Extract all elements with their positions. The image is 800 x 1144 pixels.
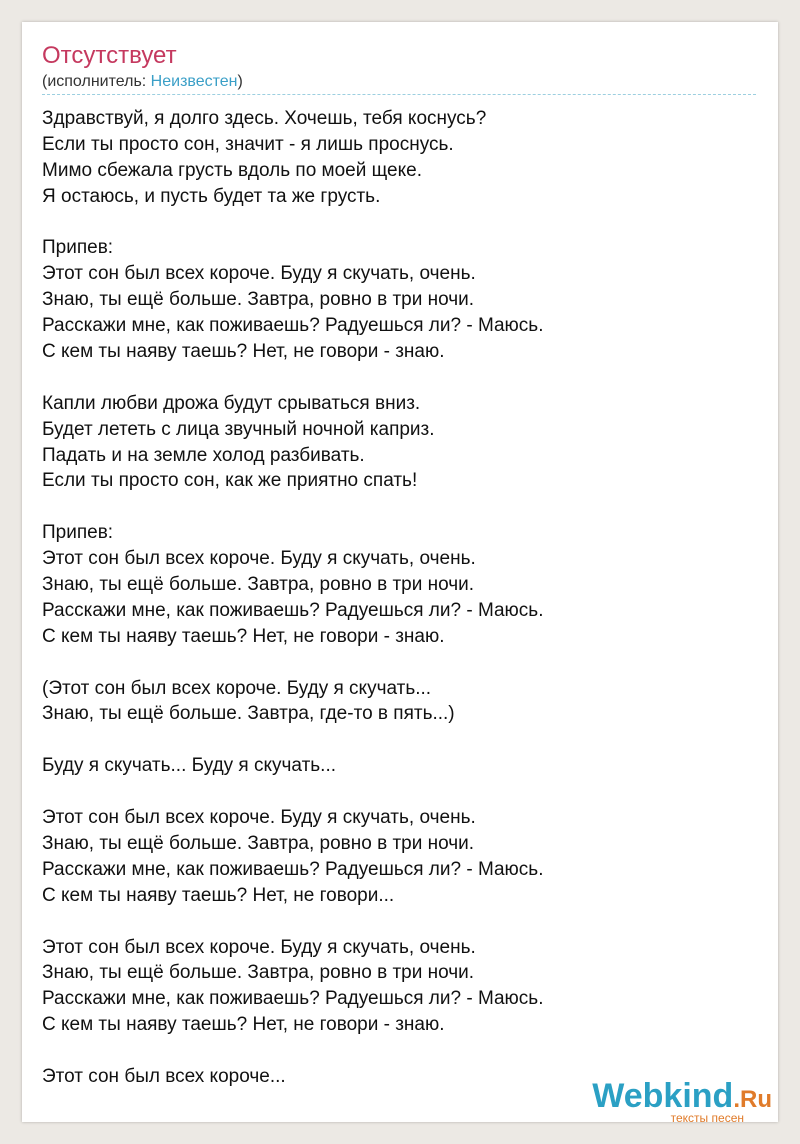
lyric-line: Падать и на земле холод разбивать.: [42, 444, 365, 466]
webkind-logo[interactable]: [572, 1076, 772, 1125]
lyric-line: Этот сон был всех короче. Буду я скучать, очень.: [42, 807, 476, 829]
artist-link[interactable]: Неизвестен: [150, 73, 238, 90]
artist-prefix: (исполнитель:: [42, 73, 151, 90]
lyric-line: Расскажи мне, как поживаешь? Радуешься ли? - Маюсь.: [42, 599, 544, 621]
lyric-line: Я остаюсь, и пусть будет та же грусть.: [42, 185, 381, 207]
lyric-line: Этот сон был всех короче...: [42, 1065, 286, 1087]
lyric-line: Если ты просто сон, значит - я лишь проснусь.: [42, 133, 454, 155]
lyric-line: Знаю, ты ещё больше. Завтра, где-то в пять...): [42, 703, 455, 725]
lyric-line: [42, 909, 544, 935]
artist-suffix: ): [237, 73, 243, 90]
lyric-line: Припев:: [42, 237, 114, 259]
lyric-line: Будет лететь с лица звучный ночной каприз.: [42, 418, 435, 440]
lyric-line: Мимо сбежала грусть вдоль по моей щеке.: [42, 159, 422, 181]
lyric-line: С кем ты наяву таешь? Нет, не говори - знаю.: [42, 341, 445, 363]
artist-line: [42, 72, 243, 92]
lyric-line: Знаю, ты ещё больше. Завтра, ровно в три ночи.: [42, 574, 475, 596]
logo-word: Webkind: [592, 1077, 734, 1115]
lyric-line: [42, 365, 544, 391]
lyric-line: Расскажи мне, как поживаешь? Радуешься ли? - Маюсь.: [42, 858, 544, 880]
lyric-line: С кем ты наяву таешь? Нет, не говори - знаю.: [42, 1014, 445, 1036]
lyric-line: Если ты просто сон, как же приятно спать!: [42, 470, 418, 492]
song-title: Отсутствует: [42, 42, 177, 69]
lyric-line: Припев:: [42, 522, 114, 544]
lyric-line: Здравствуй, я долго здесь. Хочешь, тебя коснусь?: [42, 108, 487, 129]
lyrics-text: [42, 106, 544, 1090]
lyric-line: Расскажи мне, как поживаешь? Радуешься ли? - Маюсь.: [42, 988, 544, 1010]
logo-suffix: .Ru: [733, 1086, 772, 1113]
lyric-line: [42, 779, 544, 805]
logo-tagline: тексты песен: [670, 1111, 744, 1125]
lyric-line: Знаю, ты ещё больше. Завтра, ровно в три ночи.: [42, 832, 475, 854]
lyric-line: Знаю, ты ещё больше. Завтра, ровно в три ночи.: [42, 289, 475, 311]
lyric-line: Буду я скучать... Буду я скучать...: [42, 755, 337, 777]
lyric-line: [42, 210, 544, 236]
lyric-line: [42, 1038, 544, 1064]
lyric-line: Знаю, ты ещё больше. Завтра, ровно в три ночи.: [42, 962, 475, 984]
lyric-line: Этот сон был всех короче. Буду я скучать, очень.: [42, 263, 476, 285]
lyrics-sheet: [22, 22, 778, 1125]
lyric-line: (Этот сон был всех короче. Буду я скучать...: [42, 677, 432, 699]
lyric-line: Капли любви дрожа будут срываться вниз.: [42, 392, 421, 414]
lyric-line: [42, 727, 544, 753]
divider: [42, 94, 756, 95]
lyric-line: [42, 650, 544, 676]
lyric-line: [42, 494, 544, 520]
lyric-line: С кем ты наяву таешь? Нет, не говори...: [42, 884, 395, 906]
lyric-line: Этот сон был всех короче. Буду я скучать, очень.: [42, 936, 476, 958]
lyric-line: С кем ты наяву таешь? Нет, не говори - знаю.: [42, 625, 445, 647]
lyric-line: Расскажи мне, как поживаешь? Радуешься ли? - Маюсь.: [42, 315, 544, 337]
lyric-line: Этот сон был всех короче. Буду я скучать, очень.: [42, 548, 476, 570]
